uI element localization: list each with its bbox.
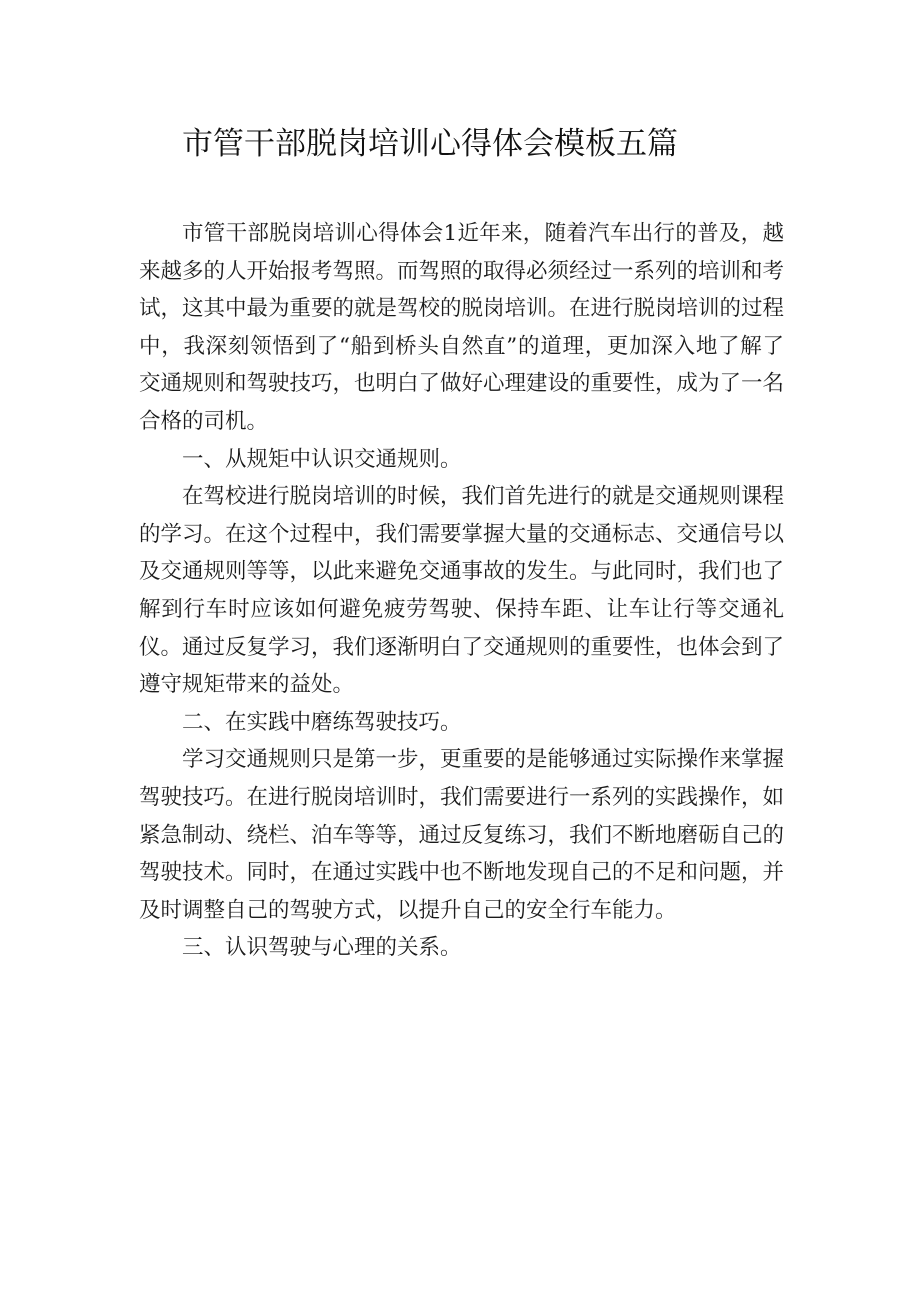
section-2-paragraph: 学习交通规则只是第一步，更重要的是能够通过实际操作来掌握驾驶技巧。在进行脱岗培训时，我们需要进行一系列的实践操作，如紧急制动、绕栏、泊车等等，通过反复练习，我们不断地磨砺自己的驾驶技术。同时，在通过实践中也不断地发现自己的不足和问题，并及时调整自己的驾驶方式，以提升自己的安全行车能力。 xyxy=(139,747,785,923)
section-heading-3: 三、认识驾驶与心理的关系。 xyxy=(182,935,462,961)
document-body xyxy=(139,215,784,967)
section-1-paragraph: 在驾校进行脱岗培训的时候，我们首先进行的就是交通规则课程的学习。在这个过程中，我们需要掌握大量的交通标志、交通信号以及交通规则等等，以此来避免交通事故的发生。与此同时，我们也了解到行车时应该如何避免疲劳驾驶、保持车距、让车让行等交通礼仪。通过反复学习，我们逐渐明白了交通规则的重要性，也体会到了遵守规矩带来的益处。 xyxy=(139,484,785,698)
document-title xyxy=(0,118,860,163)
intro-paragraph: 市管干部脱岗培训心得体会1近年来，随着汽车出行的普及，越来越多的人开始报考驾照。而驾照的取得必须经过一系列的培训和考试，这其中最为重要的就是驾校的脱岗培训。在进行脱岗培训的过程中，我深刻领悟到了“船到桥头自然直”的道理，更加深入地了解了交通规则和驾驶技巧，也明白了做好心理建设的重要性，成为了一名合格的司机。 xyxy=(139,221,785,434)
document-title-text: 市管干部脱岗培训心得体会模板五篇 xyxy=(182,126,678,162)
section-heading-2: 二、在实践中磨练驾驶技巧。 xyxy=(182,709,462,735)
section-heading-1: 一、从规矩中认识交通规则。 xyxy=(182,446,462,472)
